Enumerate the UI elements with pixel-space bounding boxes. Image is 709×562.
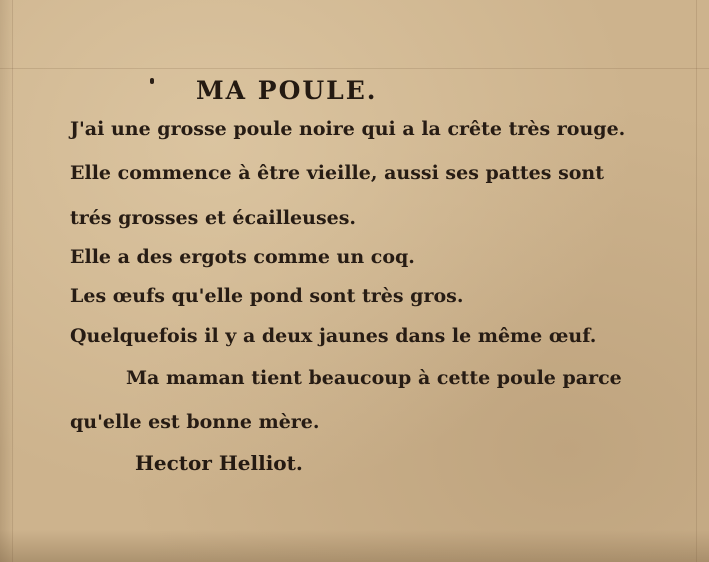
poem-line: Elle commence à être vieille, aussi ses pattes sont bbox=[70, 162, 605, 184]
fold-line bbox=[0, 68, 709, 69]
poem-title: MA POULE. bbox=[196, 76, 378, 105]
poem-line: Ma maman tient beaucoup à cette poule parce bbox=[126, 367, 622, 389]
poem-line: Elle a des ergots comme un coq. bbox=[70, 246, 415, 268]
poem-line: qu'elle est bonne mère. bbox=[70, 411, 320, 433]
poem-line: J'ai une grosse poule noire qui a la crête très rouge. bbox=[70, 118, 626, 140]
fold-line bbox=[12, 0, 13, 562]
fold-line bbox=[696, 0, 697, 562]
poem-line: Quelquefois il y a deux jaunes dans le même œuf. bbox=[70, 325, 597, 347]
poem-line: trés grosses et écailleuses. bbox=[70, 207, 357, 229]
author-signature: Hector Helliot. bbox=[135, 451, 303, 475]
ink-dot bbox=[150, 78, 154, 84]
poem-line: Les œufs qu'elle pond sont très gros. bbox=[70, 285, 464, 307]
